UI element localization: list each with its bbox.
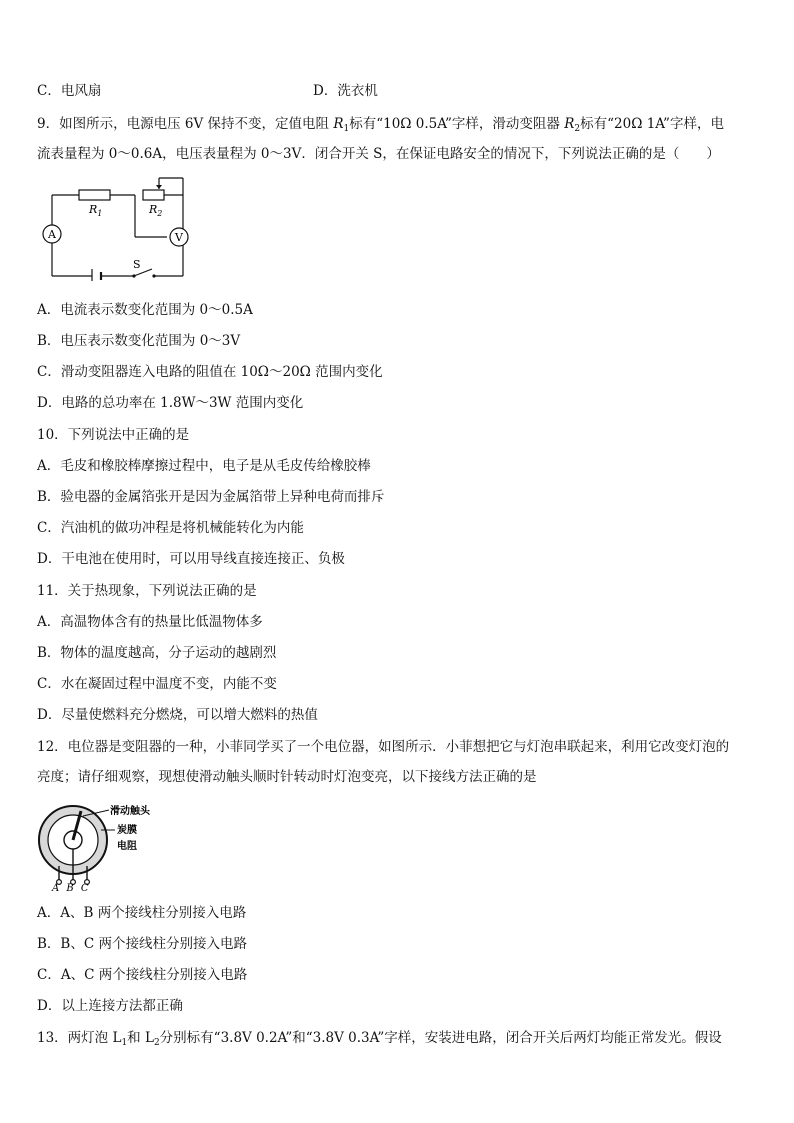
q8-option-d: D．洗衣机	[313, 83, 378, 99]
q11-option-b: B．物体的温度越高，分子运动的越剧烈	[37, 645, 277, 661]
q12-option-a: A．A、B 两个接线柱分别接入电路	[37, 905, 247, 921]
slider-arrow-icon	[156, 185, 162, 189]
q10-option-d: D．干电池在使用时，可以用导线直接连接正、负极	[37, 551, 345, 567]
terminal-labels: A B C	[52, 883, 91, 892]
q9-circuit-diagram	[37, 175, 192, 281]
q12-stem-line2: 亮度；请仔细观察，现想使滑动触头顺时针转动时灯泡变亮，以下接线方法正确的是	[37, 769, 537, 785]
carbon-label-2: 电阻	[117, 841, 137, 852]
carbon-label-1: 炭膜	[117, 825, 137, 836]
q10-stem: 10．下列说法中正确的是	[37, 427, 190, 443]
q9-option-c: C．滑动变阻器连入电路的阻值在 10Ω～20Ω 范围内变化	[37, 364, 383, 380]
slider-label: 滑动触头	[110, 806, 150, 817]
q11-option-d: D．尽量使燃料充分燃烧，可以增大燃料的热值	[37, 707, 318, 723]
q11-option-a: A．高温物体含有的热量比低温物体多	[37, 614, 263, 630]
q12-option-d: D．以上连接方法都正确	[37, 998, 183, 1014]
q12-option-c: C．A、C 两个接线柱分别接入电路	[37, 967, 248, 983]
voltmeter-label: V	[175, 231, 183, 244]
q9-stem-line2: 流表量程为 0～0.6A，电压表量程为 0～3V．闭合开关 S，在保证电路安全的情况下，下列说法正确的是（ ）	[37, 146, 720, 162]
q10-option-b: B．验电器的金属箔张开是因为金属箔带上异种电荷而排斥	[37, 489, 385, 505]
switch-label: S	[133, 258, 141, 271]
q8-option-c: C．电风扇	[37, 83, 102, 99]
q12-option-b: B．B、C 两个接线柱分别接入电路	[37, 936, 247, 952]
q10-option-c: C．汽油机的做功冲程是将机械能转化为内能	[37, 520, 304, 536]
ammeter-label: A	[48, 228, 56, 241]
q9-stem-line1: 9．如图所示，电源电压 6V 保持不变，定值电阻 $R_1$标有“10Ω 0.5A”字样，滑动变阻器 $R_2$标有“20Ω 1A”字样，电	[37, 116, 724, 134]
r1-resistor	[79, 190, 110, 200]
q13-stem: 13．两灯泡 $L_1$和 $L_2$分别标有“3.8V 0.2A”和“3.8V 0.3A”字样，安装进电路，闭合开关后两灯均能正常发光。假设	[37, 1030, 722, 1048]
q9-option-a: A．电流表示数变化范围为 0～0.5A	[37, 302, 253, 318]
q12-potentiometer-diagram	[37, 800, 162, 892]
q12-stem-line1: 12．电位器是变阻器的一种，小菲同学买了一个电位器，如图所示．小菲想把它与灯泡串联起来，利用它改变灯泡的	[37, 739, 730, 755]
r1-label: $R_1$	[89, 203, 103, 218]
q9-option-d: D．电路的总功率在 1.8W～3W 范围内变化	[37, 395, 304, 411]
q9-option-b: B．电压表示数变化范围为 0～3V	[37, 333, 241, 349]
r2-label: $R_2$	[149, 203, 163, 218]
q10-option-a: A．毛皮和橡胶棒摩擦过程中，电子是从毛皮传给橡胶棒	[37, 458, 371, 474]
r2-resistor	[143, 190, 164, 200]
q11-stem: 11．关于热现象，下列说法正确的是	[37, 583, 257, 599]
q11-option-c: C．水在凝固过程中温度不变，内能不变	[37, 676, 277, 692]
